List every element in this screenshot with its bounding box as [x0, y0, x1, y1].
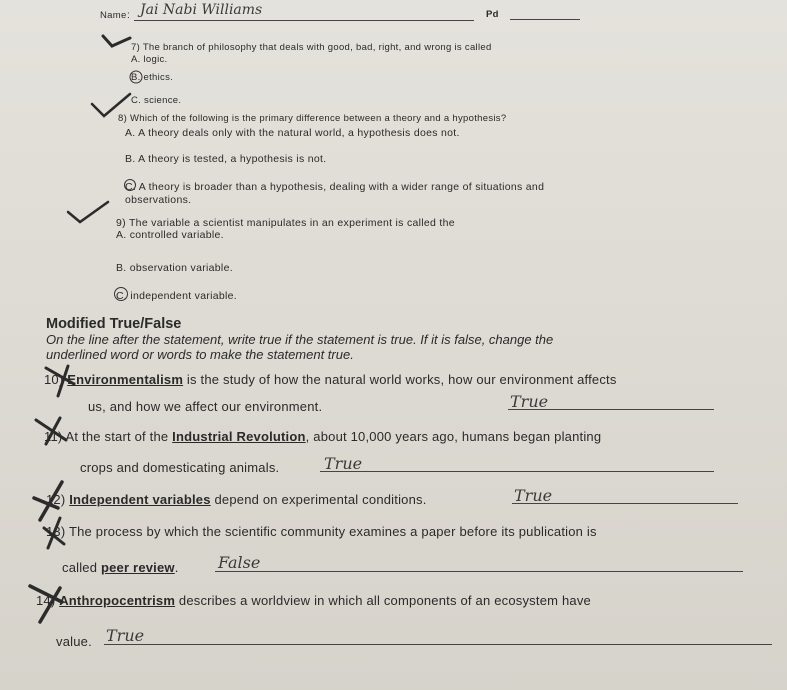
- q10-underlined-term: Environmentalism: [67, 372, 184, 387]
- name-label: Name: [100, 10, 127, 21]
- q8-option-c[interactable]: C. A theory is broader than a hypothesis, dealing with a wider range of situations and: [125, 181, 545, 193]
- q14-line2: value.: [56, 634, 92, 649]
- q9-option-a[interactable]: A. controlled variable.: [116, 229, 224, 241]
- q7-option-a[interactable]: A. logic.: [131, 54, 168, 65]
- check-mark-q7: [103, 36, 130, 46]
- q13-underlined-term: peer review: [100, 560, 175, 575]
- section-heading: Modified True/False: [46, 316, 182, 332]
- q8-option-a[interactable]: A. A theory deals only with the natural world, a hypothesis does not.: [125, 127, 460, 139]
- q8-option-b[interactable]: B. A theory is tested, a hypothesis is not.: [125, 153, 327, 165]
- q14-line1: 14) Anthropocentrism describes a worldview in which all components of an ecosystem have: [36, 593, 591, 608]
- section-instructions-1: On the line after the statement, write true if the statement is true. If it is false, change the: [46, 332, 554, 347]
- q8-question: 8) Which of the following is the primary difference between a theory and a hypothesis?: [118, 113, 507, 124]
- q12-underlined-term: Independent variables: [69, 492, 211, 507]
- q11-underlined-term: Industrial Revolution: [172, 429, 306, 444]
- q11-answer: True: [324, 454, 363, 473]
- q13-line2: called peer review.: [62, 560, 179, 575]
- q7-question: 7) The branch of philosophy that deals with good, bad, right, and wrong is called: [131, 42, 492, 53]
- q12-line1: 12) Independent variables depend on experimental conditions.: [46, 492, 427, 507]
- q14-underlined-term: Anthropocentrism: [59, 593, 176, 608]
- q12-answer: True: [514, 486, 553, 505]
- q9-option-c[interactable]: C. independent variable.: [116, 290, 238, 302]
- q7-option-c[interactable]: C. science.: [131, 95, 182, 106]
- q8-option-c-cont: observations.: [125, 194, 192, 206]
- section-instructions-2: underlined word or words to make the statement true.: [46, 347, 354, 362]
- q11-answer-line[interactable]: [320, 459, 714, 472]
- q11-line2: crops and domesticating animals.: [80, 460, 280, 475]
- worksheet-page: Name : Jai Nabi Williams Pd 7) The branch of philosophy that deals with good, bad, right, and wrong is called A. logic. B. ethics. C. science. 8) Which of the following is the primary difference between a theory and a hypothesis? A. A theory deals only with the natural world, a hypothesis does not. B. A theory is tested, a hypothesis is not. C. A theory is broader than a hypothesis, dealing with a wider range of situations and observations. 9) The variable a scientist manipulates in an experiment is called the A. controlled variable. B. observation variable. C. independent variable. Modified True/False On the line after the statement, write true if the statement is true. If it is false, change the underlined word or words to make the statement true. 10) Environmentalism is the study of how the natural world works, how our environment affects us, and how we affect our environment. True 11) At the start of the Industrial Revolution, about 10,000 years ago, humans began planting crops and domesticating animals. True 12) Independent variables depend on experimental conditions. True 13) The process by which the scientific community examines a paper before its publication is called peer review. False 14) Anthropocentrism describes a worldview in which all components of an ecosystem have value. True: [0, 0, 787, 690]
- period-field[interactable]: [510, 7, 580, 20]
- q13-answer: False: [218, 553, 261, 572]
- q13-answer-line[interactable]: [215, 559, 743, 572]
- q14-answer: True: [106, 626, 145, 645]
- check-mark-q9: [68, 202, 108, 222]
- q10-line1: 10) Environmentalism is the study of how the natural world works, how our environment affects: [44, 372, 617, 387]
- q9-option-b[interactable]: B. observation variable.: [116, 262, 233, 274]
- q10-line2: us, and how we affect our environment.: [88, 399, 323, 414]
- q7-option-b[interactable]: B. ethics.: [131, 72, 174, 83]
- q11-line1: 11) At the start of the Industrial Revolution, about 10,000 years ago, humans began planting: [44, 429, 602, 444]
- q10-answer: True: [510, 392, 549, 411]
- period-label: Pd: [486, 9, 499, 20]
- q14-answer-line[interactable]: [104, 632, 772, 645]
- q9-question: 9) The variable a scientist manipulates in an experiment is called the: [116, 217, 455, 229]
- q13-line1: 13) The process by which the scientific community examines a paper before its publication is: [46, 524, 597, 539]
- student-name-handwritten: Jai Nabi Williams: [140, 2, 263, 18]
